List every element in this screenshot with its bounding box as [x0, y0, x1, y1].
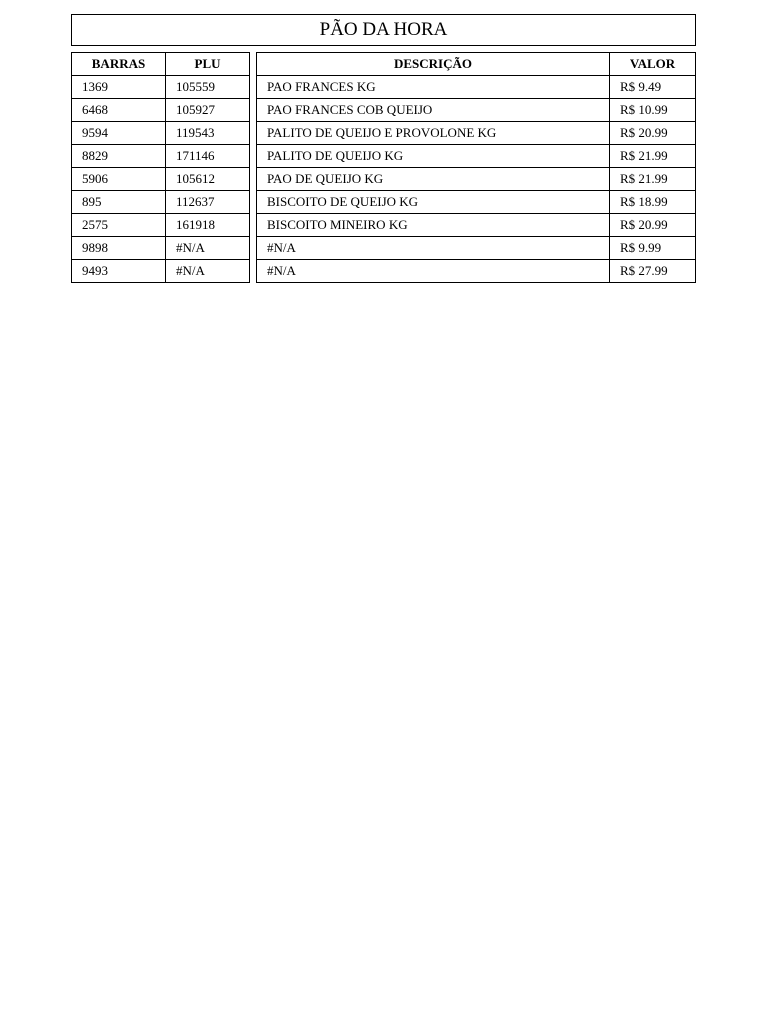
cell-barras: 8829	[72, 145, 166, 168]
table-row	[72, 122, 250, 145]
page-title: PÃO DA HORA	[71, 14, 696, 46]
cell-valor: R$ 9.49	[610, 76, 696, 99]
cell-descricao: #N/A	[257, 260, 610, 283]
cell-plu: 161918	[166, 214, 250, 237]
table-row	[257, 145, 696, 168]
cell-descricao: PAO DE QUEIJO KG	[257, 168, 610, 191]
cell-valor: R$ 27.99	[610, 260, 696, 283]
table-row	[72, 260, 250, 283]
table-row	[72, 214, 250, 237]
cell-plu: 171146	[166, 145, 250, 168]
cell-valor: R$ 20.99	[610, 122, 696, 145]
table-row	[257, 260, 696, 283]
cell-barras: 895	[72, 191, 166, 214]
cell-barras: 2575	[72, 214, 166, 237]
cell-plu: 119543	[166, 122, 250, 145]
cell-descricao: BISCOITO DE QUEIJO KG	[257, 191, 610, 214]
cell-valor: R$ 10.99	[610, 99, 696, 122]
table-row	[257, 99, 696, 122]
table-row	[257, 168, 696, 191]
cell-descricao: #N/A	[257, 237, 610, 260]
cell-valor: R$ 21.99	[610, 168, 696, 191]
cell-valor: R$ 9.99	[610, 237, 696, 260]
header-valor: VALOR	[610, 53, 696, 76]
table-row	[72, 145, 250, 168]
codes-table	[71, 52, 250, 283]
cell-plu: #N/A	[166, 237, 250, 260]
cell-descricao: PAO FRANCES KG	[257, 76, 610, 99]
cell-descricao: BISCOITO MINEIRO KG	[257, 214, 610, 237]
table-row	[257, 191, 696, 214]
table-row	[257, 214, 696, 237]
header-barras: BARRAS	[72, 53, 166, 76]
codes-header-row	[72, 53, 250, 76]
cell-plu: 105612	[166, 168, 250, 191]
products-header-row	[257, 53, 696, 76]
products-table	[256, 52, 696, 283]
cell-descricao: PALITO DE QUEIJO KG	[257, 145, 610, 168]
cell-valor: R$ 21.99	[610, 145, 696, 168]
cell-barras: 1369	[72, 76, 166, 99]
table-row	[257, 237, 696, 260]
cell-barras: 9493	[72, 260, 166, 283]
table-row	[257, 122, 696, 145]
cell-descricao: PAO FRANCES COB QUEIJO	[257, 99, 610, 122]
table-row	[257, 76, 696, 99]
cell-plu: #N/A	[166, 260, 250, 283]
cell-plu: 112637	[166, 191, 250, 214]
cell-barras: 9898	[72, 237, 166, 260]
header-plu: PLU	[166, 53, 250, 76]
cell-barras: 6468	[72, 99, 166, 122]
table-row	[72, 99, 250, 122]
header-descricao: DESCRIÇÃO	[257, 53, 610, 76]
table-row	[72, 237, 250, 260]
table-row	[72, 168, 250, 191]
cell-barras: 9594	[72, 122, 166, 145]
cell-plu: 105559	[166, 76, 250, 99]
cell-plu: 105927	[166, 99, 250, 122]
cell-valor: R$ 20.99	[610, 214, 696, 237]
cell-valor: R$ 18.99	[610, 191, 696, 214]
cell-barras: 5906	[72, 168, 166, 191]
table-row	[72, 191, 250, 214]
cell-descricao: PALITO DE QUEIJO E PROVOLONE KG	[257, 122, 610, 145]
table-row	[72, 76, 250, 99]
